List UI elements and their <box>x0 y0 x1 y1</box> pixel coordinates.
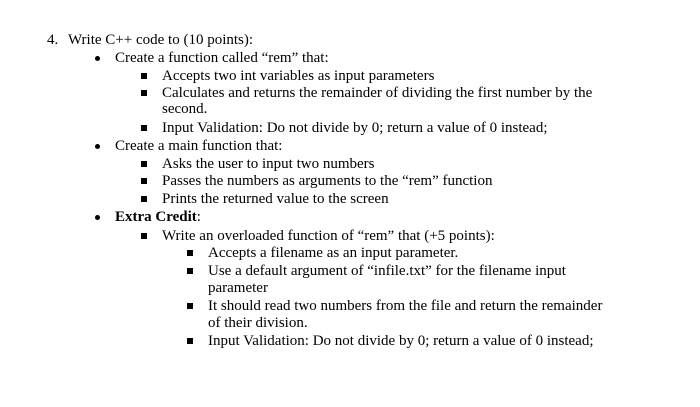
list-item-text: Write an overloaded function of “rem” that (+5 points): <box>162 228 495 244</box>
question-number: 4. <box>47 32 59 48</box>
bullet-square-icon <box>141 161 147 167</box>
list-item-text: Input Validation: Do not divide by 0; return a value of 0 instead; <box>162 120 548 136</box>
bullet-square-icon <box>141 90 147 96</box>
bullet-square-icon <box>141 178 147 184</box>
section-1-heading: Create a function called “rem” that: <box>115 50 329 66</box>
bullet-square-icon <box>187 303 193 309</box>
list-item-text: Accepts a filename as an input parameter. <box>208 245 459 261</box>
list-item-text: second. <box>162 101 208 117</box>
list-item-text: Use a default argument of “infile.txt” for the filename input <box>208 263 566 279</box>
section-2-heading: Create a main function that: <box>115 138 283 154</box>
bullet-square-icon <box>141 125 147 131</box>
list-item-text: Prints the returned value to the screen <box>162 191 389 207</box>
list-item-text: Passes the numbers as arguments to the “rem” function <box>162 173 493 189</box>
extra-credit-heading <box>115 208 201 226</box>
bullet-square-icon <box>187 268 193 274</box>
bullet-dot-icon <box>95 144 100 149</box>
bullet-dot-icon <box>95 56 100 61</box>
list-item-text: Asks the user to input two numbers <box>162 156 375 172</box>
extra-credit-colon: : <box>196 209 201 225</box>
question-title: Write C++ code to (10 points): <box>68 32 254 48</box>
bullet-dot-icon <box>95 215 100 220</box>
bullet-square-icon <box>141 73 147 79</box>
bullet-square-icon <box>187 338 193 344</box>
list-item-text: parameter <box>208 280 268 296</box>
bullet-square-icon <box>141 233 147 239</box>
bullet-square-icon <box>187 250 193 256</box>
bullet-square-icon <box>141 196 147 202</box>
list-item-text: Input Validation: Do not divide by 0; return a value of 0 instead; <box>208 333 594 349</box>
extra-credit-label: Extra Credit <box>115 209 197 225</box>
list-item-text: It should read two numbers from the file and return the remainder <box>208 298 603 314</box>
list-item-text: Accepts two int variables as input parameters <box>162 68 435 84</box>
list-item-text: of their division. <box>208 315 308 331</box>
list-item-text: Calculates and returns the remainder of dividing the first number by the <box>162 85 593 101</box>
